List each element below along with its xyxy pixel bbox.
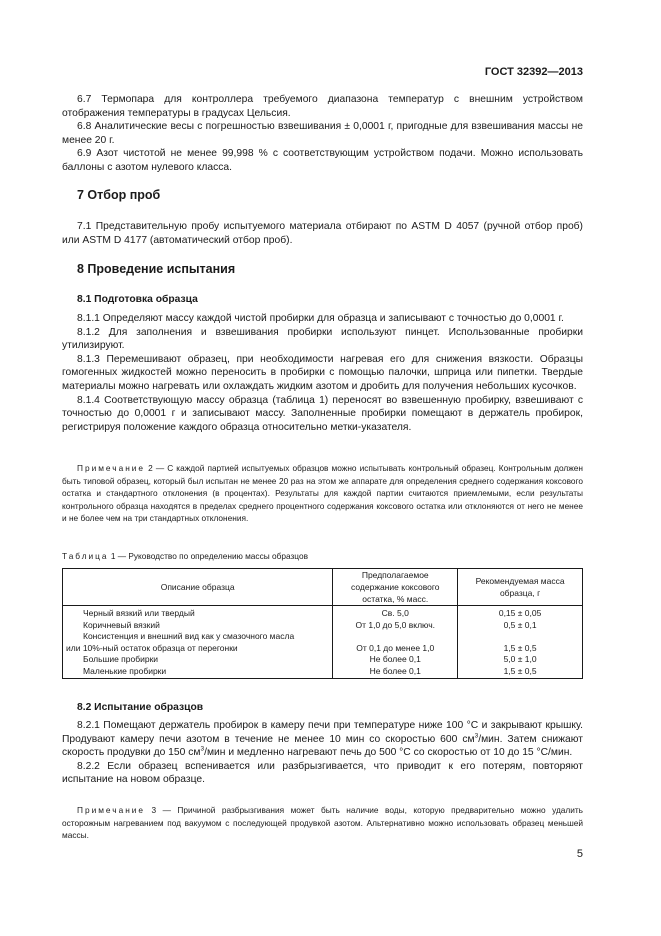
table-1-caption-label: Таблица	[62, 551, 109, 561]
subsection-8-2-heading: 8.2 Испытание образцов	[77, 702, 204, 713]
table-cell: Св. 5,0	[333, 606, 458, 620]
note-2-label: Примечание	[77, 463, 146, 473]
paragraph-8-1-3: 8.1.3 Перемешивают образец, при необходимости нагревая его для снижения вязкости. Образцы гомогенных жидкостей можно переносить в пробирки с помощью палочки, шприца или пипетки. Твердые материалы можно нагревать или охлаждать жидким азотом и дробить для получения небольших кусочков.	[62, 353, 583, 392]
table-cell: Коричневый вязкий	[63, 620, 333, 632]
table-row	[63, 606, 583, 620]
note-3-text: 3 — Причиной разбрызгивания может быть наличие воды, которую предварительно можно удалить осторожным нагреванием под вакуумом с последующей продувкой азотом. Альтернативно можно использовать образец меньшей массы.	[62, 805, 583, 841]
table-cell	[333, 631, 458, 643]
paragraph-6-7: 6.7 Термопара для контроллера требуемого диапазона температур с внешним устройством отображения температуры в градусах Цельсия.	[62, 94, 583, 119]
table-row	[63, 666, 583, 678]
note-3-label: Примечание	[77, 805, 146, 815]
table-cell: 0,5 ± 0,1	[458, 620, 583, 632]
column-header-sample-mass: Рекомендуемая масса образца, г	[458, 569, 583, 606]
superscript-3: 3	[474, 732, 479, 740]
table-cell: От 0,1 до менее 1,0	[333, 643, 458, 655]
paragraph-8-2-1-part-a: 8.2.1 Помещают держатель пробирок в камеру печи при температуре ниже 100 °C и закрывают крышку. Продувают камеру печи азотом в течение не менее 10 мин со скоростью 600 см	[62, 720, 583, 745]
paragraph-8-1-1: 8.1.1 Определяют массу каждой чистой пробирки для образца и записывают с точностью до 0,0001 г.	[77, 313, 564, 324]
paragraph-8-1-4: 8.1.4 Соответствующую массу образца (таблица 1) переносят во взвешенную пробирку, взвешивают с точностью до 0,0001 г и записывают массу. Заполненные пробирки помещают в держатель пробирок, регистрируя положение каждого образца относительно метки-указателя.	[62, 394, 583, 433]
table-cell: Маленькие пробирки	[63, 666, 333, 678]
subsection-8-2-body	[62, 719, 583, 787]
table-cell: Большие пробирки	[63, 654, 333, 666]
table-1-caption-text: 1 — Руководство по определению массы образцов	[110, 551, 308, 561]
table-cell: 1,5 ± 0,5	[458, 666, 583, 678]
table-cell: От 1,0 до 5,0 включ.	[333, 620, 458, 632]
subsection-8-1-heading: 8.1 Подготовка образца	[77, 294, 198, 305]
table-1-header-row	[63, 569, 583, 606]
table-cell: Не более 0,1	[333, 666, 458, 678]
table-cell: Консистенция и внешний вид как у смазочного масла	[63, 631, 333, 643]
table-row	[63, 620, 583, 632]
table-cell: Не более 0,1	[333, 654, 458, 666]
section-6-continued	[62, 93, 583, 175]
superscript-3: 3	[200, 745, 205, 753]
subsection-8-1-body	[62, 312, 583, 434]
table-row	[63, 631, 583, 643]
note-2	[62, 462, 583, 525]
section-7-heading: 7 Отбор проб	[77, 188, 161, 202]
table-1-caption	[62, 551, 583, 561]
note-2-text: 2 — С каждой партией испытуемых образцов можно испытывать контрольный образец. Контрольным должен быть типовой образец, который был испытан не менее 20 раз на этом же аппарате для определения среднего содержания коксового остатка и стандартного отклонения (в процентах). Результаты для каждой партии считаются приемлемыми, если результаты контрольного образца находятся в пределах среднего процентного содержания коксового остатка или отклоняются от него не менее и не более чем на три стандартных отклонения.	[62, 463, 583, 524]
paragraph-8-2-1-part-c: /мин и медленно нагревают печь до 500 °C со скоростью от 10 до 15 °C/мин.	[204, 747, 573, 759]
paragraph-6-9: 6.9 Азот чистотой не менее 99,998 % с соответствующим устройством подачи. Можно использовать баллоны с азотом нулевого класса.	[62, 148, 583, 173]
table-cell: 1,5 ± 0,5	[458, 643, 583, 655]
section-7-body	[62, 220, 583, 247]
page-number: 5	[576, 848, 583, 860]
table-1-container	[62, 568, 583, 679]
table-cell: 0,15 ± 0,05	[458, 606, 583, 620]
table-row	[63, 643, 583, 655]
table-1	[62, 568, 583, 679]
table-cell	[458, 631, 583, 643]
standard-header: ГОСТ 32392—2013	[484, 66, 583, 78]
table-cell: Черный вязкий или твердый	[63, 606, 333, 620]
paragraph-8-1-2: 8.1.2 Для заполнения и взвешивания пробирки используют пинцет. Использованные пробирки утилизируют.	[62, 326, 583, 352]
section-8-heading: 8 Проведение испытания	[77, 262, 236, 276]
note-3	[62, 804, 583, 842]
column-header-coke-content: Предполагаемое содержание коксового остатка, % масс.	[333, 569, 458, 606]
paragraph-7-1: 7.1 Представительную пробу испытуемого материала отбирают по ASTM D 4057 (ручной отбор проб) или ASTM D 4177 (автоматический отбор проб).	[62, 221, 583, 246]
paragraph-6-8: 6.8 Аналитические весы с погрешностью взвешивания ± 0,0001 г, пригодные для взвешивания массы не менее 20 г.	[62, 121, 583, 146]
table-row	[63, 654, 583, 666]
table-cell: или 10%-ный остаток образца от перегонки	[63, 643, 333, 655]
paragraph-8-2-1	[62, 719, 583, 760]
column-header-description: Описание образца	[63, 569, 333, 606]
paragraph-8-2-1-part-b: /мин. Затем снижают скорость продувки до 150 см	[62, 733, 583, 759]
table-cell: 5,0 ± 1,0	[458, 654, 583, 666]
paragraph-8-2-2: 8.2.2 Если образец вспенивается или разбрызгивается, что приводит к его потерям, повторяют испытание на новом образце.	[62, 760, 583, 786]
